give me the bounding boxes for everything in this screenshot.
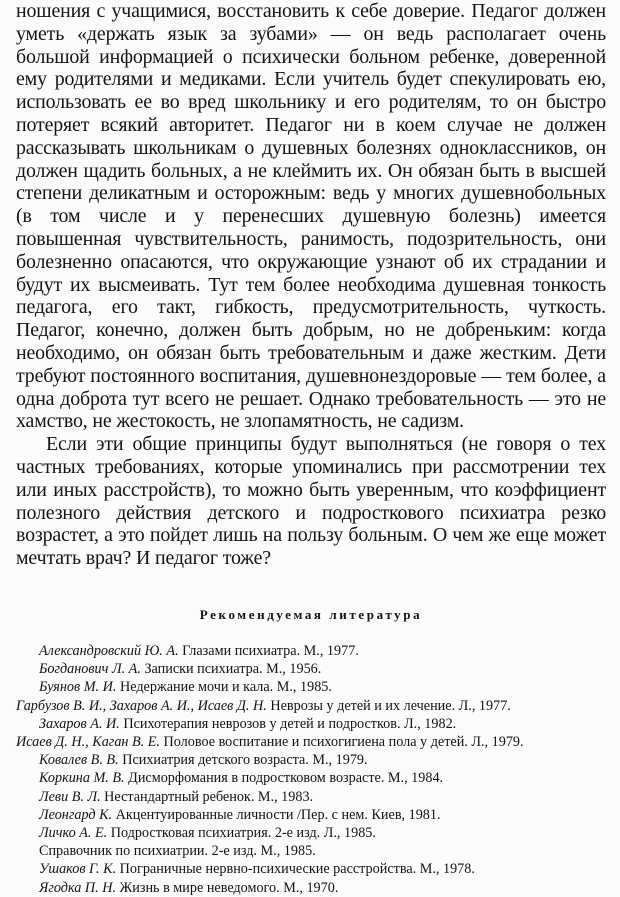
- main-text: [16, 0, 606, 570]
- reference-item: [16, 697, 606, 715]
- reference-text: Справочник по психиатрии. 2-е изд. М., 1985.: [39, 843, 316, 860]
- reference-item: [16, 842, 606, 860]
- reference-author: Личко А. Е.: [39, 824, 108, 841]
- reference-item: [16, 733, 606, 751]
- reference-text: Неврозы у детей и их лечение. Л., 1977.: [270, 697, 511, 714]
- reference-text: Акцентуированные личности /Пер. с нем. Киев, 1981.: [115, 806, 441, 823]
- reference-author: Ковалев В. В.: [39, 752, 119, 769]
- reference-item: [16, 824, 606, 842]
- literature-heading: Рекомендуемая литература: [199, 606, 423, 622]
- reference-item: [16, 788, 606, 806]
- reference-item: [16, 715, 606, 733]
- reference-item: [16, 751, 606, 769]
- reference-author: Богданович Л. А.: [39, 661, 141, 678]
- reference-item: [16, 642, 606, 660]
- reference-text: Жизнь в мире неведомого. М., 1970.: [119, 879, 339, 896]
- reference-author: Ягодка П. Н.: [39, 879, 116, 896]
- reference-author: Ушаков Г. К.: [39, 861, 117, 878]
- reference-text: Глазами психиатра. М., 1977.: [182, 642, 359, 659]
- reference-text: Недержание мочи и кала. М., 1985.: [119, 679, 332, 696]
- reference-item: [16, 806, 606, 824]
- reference-text: Нестандартный ребенок. М., 1983.: [104, 788, 314, 805]
- reference-text: Дисморфомания в подростковом возрасте. М., 1984.: [128, 770, 444, 787]
- reference-author: Леонгард К.: [39, 806, 113, 823]
- reference-author: Гарбузов В. И., Захаров А. И., Исаев Д. Н.: [16, 697, 267, 714]
- reference-text: Пограничные нервно-психические расстройства. М., 1978.: [119, 861, 475, 878]
- reference-text: Записки психиатра. М., 1956.: [144, 661, 322, 678]
- paragraph-2: Если эти общие принципы будут выполняться (не говоря о тех частных требованиях, которые упоминались при рассмотрении тех или иных расстройств), то можно быть уверенным, что коэффициент полезного действия детского и подросткового психиатра резко возрастет, а это пойдет лишь на пользу больным. О чем же еще может мечтать врач? И педагог тоже?: [16, 433, 606, 570]
- reference-item: [16, 879, 606, 897]
- reference-author: Захаров А. И.: [39, 715, 120, 732]
- reference-item: [16, 769, 606, 787]
- reference-author: Александровский Ю. А.: [39, 642, 179, 659]
- reference-item: [16, 660, 606, 678]
- reference-item: [16, 860, 606, 878]
- reference-author: Коркина М. В.: [39, 770, 125, 787]
- reference-text: Подростковая психиатрия. 2-е изд. Л., 1985.: [110, 824, 376, 841]
- reference-text: Психотерапия неврозов у детей и подростков. Л., 1982.: [123, 715, 457, 732]
- reference-author: Буянов М. И.: [39, 679, 117, 696]
- reference-text: Половое воспитание и психогигиена пола у детей. Л., 1979.: [163, 733, 524, 750]
- reference-item: [16, 678, 606, 696]
- reference-author: Леви В. Л.: [39, 788, 101, 805]
- reference-text: Психиатрия детского возраста. М., 1979.: [122, 752, 368, 769]
- paragraph-1: ношения с учащимися, восстановить к себе доверие. Педагог должен уметь «держать язык за зубами» — он ведь располагает очень большой информацией о психически больном ребенке, доверенной ему родителями и медиками. Если учитель будет спекулировать ею, использовать ее во вред школьнику и его родителям, то он быстро потеряет всякий авторитет. Педагог ни в коем случае не должен рассказывать школьникам о душевных болезнях одноклассников, он должен щадить больных, а не клеймить их. Он обязан быть в высшей степени деликатным и осторожным: ведь у многих душевнобольных (в том числе и у перенесших душевную болезнь) имеется повышенная чувствительность, ранимость, подозрительность, они болезненно опасаются, что окружающие узнают об их страдании и будут их высмеивать. Тут тем более необходима душевная тонкость педагога, его такт, гибкость, предусмотрительность, чуткость. Педагог, конечно, должен быть добрым, но не добреньким: когда необходимо, он обязан быть требовательным и даже жестким. Дети требуют постоянного воспитания, душевнонездоровые — тем более, а одна доброта тут всего не решает. Однако требовательность — это не хамство, не жестокость, не злопамятность, не садизм.: [16, 0, 606, 433]
- literature-list: [16, 642, 606, 897]
- reference-author: Исаев Д. Н., Каган В. Е.: [16, 733, 160, 750]
